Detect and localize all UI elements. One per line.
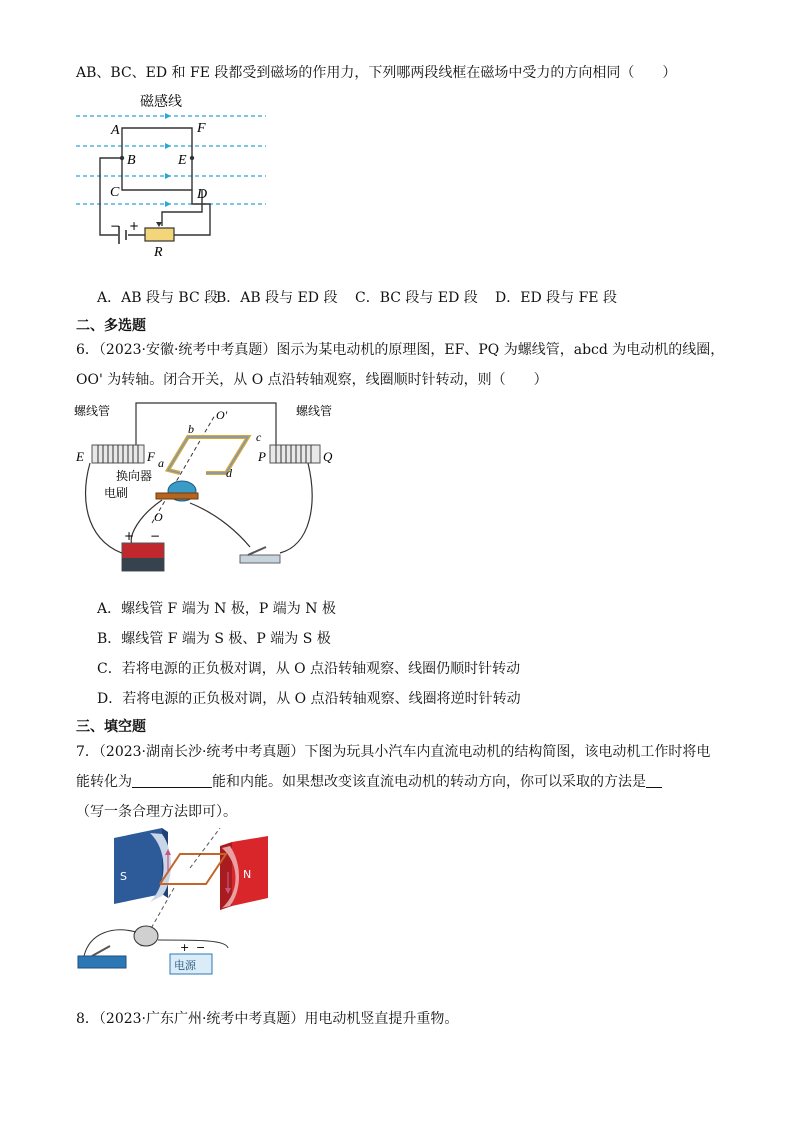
q7-stem-line1: 7．（2023·湖南长沙·统考中考真题）下图为玩具小汽车内直流电动机的结构简图，该电动机工作时将电	[76, 744, 711, 760]
q5-option-d[interactable]: D．ED 段与 FE 段	[495, 290, 617, 306]
magnet-s	[114, 828, 171, 904]
svg-text:−: −	[196, 941, 206, 954]
coil-abcd	[168, 437, 248, 473]
q7-blank-2[interactable]	[646, 773, 662, 788]
q5-option-c[interactable]: C．BC 段与 ED 段	[355, 290, 478, 306]
q7-stem-line2: 能转化为 能和内能。如果想改变该直流电动机的转动方向，你可以采取的方法是	[76, 772, 662, 792]
svg-text:−: −	[150, 529, 161, 543]
svg-text:D: D	[197, 187, 208, 202]
svg-text:a: a	[158, 456, 164, 470]
svg-text:c: c	[256, 430, 262, 444]
svg-text:d: d	[226, 466, 232, 480]
svg-text:Q: Q	[323, 449, 333, 464]
svg-text:E: E	[76, 449, 84, 464]
svg-text:+: +	[124, 529, 135, 543]
q6-option-b[interactable]: B．螺线管 F 端为 S 极、P 端为 S 极	[97, 631, 331, 647]
svg-text:R: R	[154, 245, 163, 260]
q6-stem-line2: OO' 为转轴。闭合开关，从 O 点沿转轴观察，线圈顺时针转动，则（ ）	[76, 372, 548, 388]
svg-text:电源: 电源	[174, 959, 196, 972]
q7-stem-line3: （写一条合理方法即可）。	[76, 804, 237, 820]
section-title-multiple-choice: 二、多选题	[76, 318, 146, 334]
svg-text:O': O'	[216, 408, 228, 422]
svg-text:换向器: 换向器	[116, 469, 153, 483]
battery	[122, 529, 164, 571]
magnet-n	[220, 836, 268, 910]
brushes	[156, 493, 198, 499]
svg-text:O: O	[154, 510, 163, 524]
svg-text:螺线管: 螺线管	[74, 404, 111, 418]
q7-figure	[70, 828, 290, 983]
q5-option-a[interactable]: A．AB 段与 BC 段	[97, 290, 219, 306]
q6-figure	[70, 395, 350, 580]
svg-text:P: P	[258, 449, 266, 464]
q6-option-a[interactable]: A．螺线管 F 端为 N 极，P 端为 N 极	[97, 601, 336, 617]
svg-text:电刷: 电刷	[104, 486, 129, 500]
svg-text:+: +	[180, 941, 190, 954]
svg-text:b: b	[188, 422, 194, 436]
svg-text:A: A	[111, 123, 120, 138]
field-arrows	[165, 113, 171, 207]
svg-text:+: +	[129, 219, 140, 233]
q8-stem: 8．（2023·广东广州·统考中考真题）用电动机竖直提升重物。	[76, 1011, 459, 1027]
q6-stem-line1: 6．（2023·安徽·统考中考真题）图示为某电动机的原理图，EF、PQ 为螺线管，abcd 为电动机的线圈，	[76, 342, 725, 358]
svg-text:S: S	[120, 870, 127, 883]
q5-figure-title: 磁感线	[140, 94, 182, 110]
svg-text:B: B	[127, 153, 136, 168]
svg-text:E: E	[178, 153, 187, 168]
svg-text:F: F	[147, 449, 155, 464]
q6-option-c[interactable]: C．若将电源的正负极对调，从 O 点沿转轴观察、线圈仍顺时针转动	[97, 661, 521, 677]
rheostat	[145, 228, 174, 241]
field-lines	[76, 116, 266, 204]
svg-text:N: N	[243, 868, 252, 881]
svg-text:C: C	[110, 185, 120, 200]
svg-text:螺线管: 螺线管	[296, 404, 333, 418]
q5-figure	[70, 88, 280, 263]
section-title-fill-in: 三、填空题	[76, 719, 146, 735]
switch	[240, 547, 280, 563]
q7-blank-1[interactable]	[132, 773, 212, 788]
svg-text:F: F	[197, 121, 206, 136]
q6-option-d[interactable]: D．若将电源的正负极对调，从 O 点沿转轴观察、线圈将逆时针转动	[97, 691, 521, 707]
svg-text:−: −	[110, 219, 121, 233]
rheostat-slider	[156, 222, 162, 227]
q7-switch	[78, 946, 126, 968]
q5-option-b[interactable]: B．AB 段与 ED 段	[216, 290, 338, 306]
solenoid-right	[270, 445, 320, 463]
q7-power	[170, 941, 212, 974]
q5-stem: AB、BC、ED 和 FE 段都受到磁场的作用力，下列哪两段线框在磁场中受力的方向相同（ ）	[76, 65, 677, 81]
